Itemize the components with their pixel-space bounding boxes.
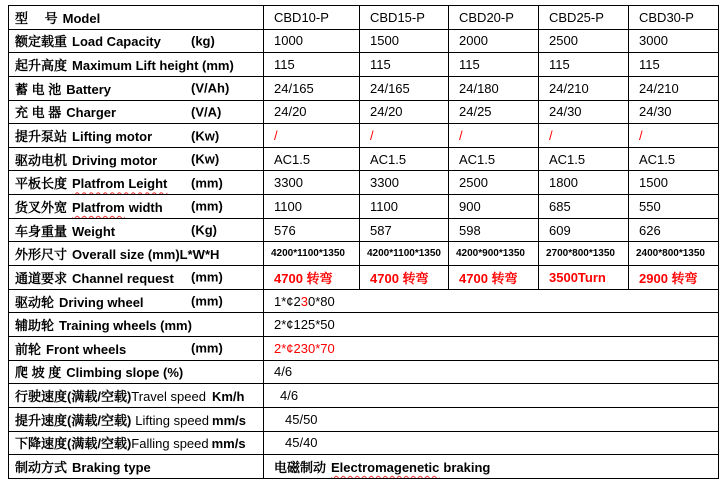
spec-value: 24/30	[629, 100, 719, 124]
row-label-zh: 型 号	[15, 10, 58, 26]
row-label-model	[9, 6, 264, 30]
model-cell: CBD20-P	[449, 6, 539, 30]
spec-value: 115	[264, 53, 360, 77]
row-label-unit: (Kg)	[191, 222, 217, 238]
table-row-lift-height	[9, 53, 719, 77]
spec-value: 2*¢125*50	[264, 313, 719, 337]
row-label-zh: 提升速度(满载/空载)	[15, 412, 132, 428]
row-label-battery	[9, 76, 264, 100]
table-row-overall-size	[9, 242, 719, 266]
spec-value: AC1.5	[264, 147, 360, 171]
table-row-braking-type	[9, 455, 719, 479]
row-label-en: Travel speed	[131, 389, 206, 405]
spec-value: 587	[360, 218, 449, 242]
row-label-unit: (Kw)	[191, 151, 220, 167]
row-label-unit: (V/A)	[191, 104, 222, 120]
spec-value: 2500	[449, 171, 539, 195]
spec-value: 24/20	[264, 100, 360, 124]
value-part: 1*¢2	[274, 293, 301, 309]
spec-value: /	[629, 124, 719, 148]
row-label-unit: (mm)	[191, 293, 223, 309]
table-row-channel-request	[9, 266, 719, 290]
value-part-red: 3	[300, 293, 308, 309]
spec-value: 1000	[264, 29, 360, 53]
row-label-zh: 蓄 电 池	[15, 81, 62, 97]
row-label-en: Falling speed	[131, 436, 209, 452]
row-label-en: Channel request	[72, 270, 174, 286]
row-label-overall-size	[9, 242, 264, 266]
spec-value: 3300	[264, 171, 360, 195]
spec-value: 1500	[629, 171, 719, 195]
spec-value: 2000	[449, 29, 539, 53]
spec-value: 1100	[360, 195, 449, 219]
row-label-zh: 提升泵站	[15, 129, 68, 145]
table-row-climbing-slope	[9, 360, 719, 384]
model-cell: CBD15-P	[360, 6, 449, 30]
row-label-zh: 下降速度(满载/空载)	[15, 436, 132, 452]
model-cell: CBD25-P	[539, 6, 629, 30]
spec-value: 24/165	[360, 76, 449, 100]
spec-value: 2400*800*1350	[629, 242, 719, 266]
row-label-en: Driving motor	[72, 152, 158, 168]
spec-value: 1500	[360, 29, 449, 53]
row-label-en: Lifting speed	[135, 412, 210, 428]
spec-value: 115	[360, 53, 449, 77]
row-label-en: Platfrom Leight	[72, 176, 168, 192]
row-label-unit: (mm)	[191, 198, 223, 214]
row-label-en: Front wheels	[46, 341, 127, 357]
value-zh: 电磁制动	[274, 459, 327, 475]
spec-value: AC1.5	[360, 147, 449, 171]
row-label-falling-speed	[9, 431, 264, 455]
row-label-driving-motor	[9, 147, 264, 171]
row-label-en: width	[128, 199, 163, 215]
spec-value: 2700*800*1350	[539, 242, 629, 266]
row-label-en: Load Capacity	[72, 34, 161, 50]
table-row-charger	[9, 100, 719, 124]
table-row-weight	[9, 218, 719, 242]
row-label-lifting-speed	[9, 407, 264, 431]
spec-value: 3000	[629, 29, 719, 53]
spec-value: 4/6	[264, 360, 719, 384]
spec-value: 550	[629, 195, 719, 219]
row-label-en: Model	[62, 10, 101, 26]
row-label-training-wheels	[9, 313, 264, 337]
row-label-unit: mm/s	[212, 412, 246, 428]
row-label-unit: (Kw)	[191, 128, 220, 144]
row-label-unit: (mm)	[191, 175, 223, 191]
spec-value: AC1.5	[449, 147, 539, 171]
spec-value: 24/25	[449, 100, 539, 124]
row-label-en: Charger	[66, 105, 117, 121]
row-label-zh: 平板长度	[15, 176, 68, 192]
row-label-unit: (V/Ah)	[191, 80, 230, 96]
row-label-channel-request	[9, 266, 264, 290]
spec-value: AC1.5	[629, 147, 719, 171]
spec-value: 3500Turn	[539, 266, 629, 290]
row-label-zh: 驱动轮	[15, 294, 55, 310]
spec-value: 4200*1100*1350	[264, 242, 360, 266]
model-cell: CBD30-P	[629, 6, 719, 30]
spec-value: 4700 转弯	[360, 266, 449, 290]
spec-value: 115	[449, 53, 539, 77]
row-label-driving-wheel	[9, 289, 264, 313]
spec-value: 4700 转弯	[449, 266, 539, 290]
spec-value: 24/180	[449, 76, 539, 100]
row-label-platform-width	[9, 195, 264, 219]
spec-value: 2900 转弯	[629, 266, 719, 290]
table-row-platform-length	[9, 171, 719, 195]
row-label-lift-height	[9, 53, 264, 77]
spec-value: 4200*900*1350	[449, 242, 539, 266]
spec-value: 3300	[360, 171, 449, 195]
value-en: Electromagenetic	[331, 459, 440, 475]
spec-value: 45/50	[264, 407, 719, 431]
row-label-en: Braking type	[72, 459, 151, 475]
row-label-en: Training wheels (mm)	[59, 318, 192, 334]
row-label-zh: 辅助轮	[15, 318, 55, 334]
table-row-battery	[9, 76, 719, 100]
spec-value: 900	[449, 195, 539, 219]
row-label-en: Driving wheel	[59, 294, 144, 310]
row-label-en: Lifting motor	[72, 129, 153, 145]
table-row-falling-speed	[9, 431, 719, 455]
spec-value: /	[360, 124, 449, 148]
row-label-zh: 车身重量	[15, 223, 68, 239]
value-en: braking	[443, 459, 491, 475]
spec-table	[8, 5, 719, 479]
spec-value: 685	[539, 195, 629, 219]
table-row-model	[9, 6, 719, 30]
spec-value: 2*¢230*70	[264, 336, 719, 360]
spec-value: 2500	[539, 29, 629, 53]
spec-value: 115	[539, 53, 629, 77]
spec-value: /	[539, 124, 629, 148]
row-label-zh: 起升高度	[15, 58, 68, 74]
spec-value: 115	[629, 53, 719, 77]
table-row-driving-wheel	[9, 289, 719, 313]
row-label-zh: 行驶速度(满载/空载)	[15, 389, 132, 405]
spec-value: 4/6	[264, 384, 719, 408]
row-label-en: Overall size (mm)L*W*H	[72, 247, 220, 263]
table-row-front-wheels	[9, 336, 719, 360]
table-row-lifting-motor	[9, 124, 719, 148]
spec-value: 576	[264, 218, 360, 242]
table-row-platform-width	[9, 195, 719, 219]
spec-value: 609	[539, 218, 629, 242]
row-label-en: Battery	[66, 81, 112, 97]
spec-value: 626	[629, 218, 719, 242]
row-label-zh: 额定载重	[15, 34, 68, 50]
row-label-charger	[9, 100, 264, 124]
row-label-zh: 制动方式	[15, 459, 68, 475]
row-label-unit: Km/h	[211, 389, 245, 405]
table-row-training-wheels	[9, 313, 719, 337]
spec-value: 4700 转弯	[264, 266, 360, 290]
spec-value: /	[449, 124, 539, 148]
row-label-platform-length	[9, 171, 264, 195]
row-label-front-wheels	[9, 336, 264, 360]
row-label-en: Platfrom	[72, 199, 125, 215]
table-row-load-capacity	[9, 29, 719, 53]
spec-value: 24/20	[360, 100, 449, 124]
spec-value: 24/210	[629, 76, 719, 100]
spec-value: 1800	[539, 171, 629, 195]
value-part: 0*80	[307, 293, 335, 309]
row-label-zh: 货叉外宽	[15, 199, 68, 215]
row-label-en: Climbing slope (%)	[66, 365, 184, 381]
row-label-en: Maximum Lift height (mm)	[72, 58, 234, 74]
row-label-zh: 前轮	[15, 341, 42, 357]
row-label-weight	[9, 218, 264, 242]
row-label-zh: 充 电 器	[15, 105, 62, 121]
row-label-zh: 通道要求	[15, 270, 68, 286]
spec-value: /	[264, 124, 360, 148]
spec-value: 4200*1100*1350	[360, 242, 449, 266]
row-label-unit: (mm)	[191, 269, 223, 285]
spec-value	[264, 455, 719, 479]
spec-value	[264, 289, 719, 313]
table-row-lifting-speed	[9, 407, 719, 431]
spec-value: 24/210	[539, 76, 629, 100]
row-label-travel-speed	[9, 384, 264, 408]
spec-value: 24/30	[539, 100, 629, 124]
row-label-zh: 驱动电机	[15, 152, 68, 168]
spec-value: 45/40	[264, 431, 719, 455]
row-label-climbing-slope	[9, 360, 264, 384]
row-label-zh: 外形尺寸	[15, 247, 68, 263]
spec-value: 24/165	[264, 76, 360, 100]
row-label-unit: (kg)	[191, 33, 215, 49]
row-label-en: Weight	[72, 223, 116, 239]
row-label-zh: 爬 坡 度	[15, 365, 62, 381]
table-row-driving-motor	[9, 147, 719, 171]
spec-value: 1100	[264, 195, 360, 219]
spec-value: 598	[449, 218, 539, 242]
row-label-unit: (mm)	[191, 340, 223, 356]
row-label-braking-type	[9, 455, 264, 479]
model-cell: CBD10-P	[264, 6, 360, 30]
table-row-travel-speed	[9, 384, 719, 408]
row-label-unit: mm/s	[211, 436, 246, 452]
spec-value: AC1.5	[539, 147, 629, 171]
row-label-load-capacity	[9, 29, 264, 53]
row-label-lifting-motor	[9, 124, 264, 148]
